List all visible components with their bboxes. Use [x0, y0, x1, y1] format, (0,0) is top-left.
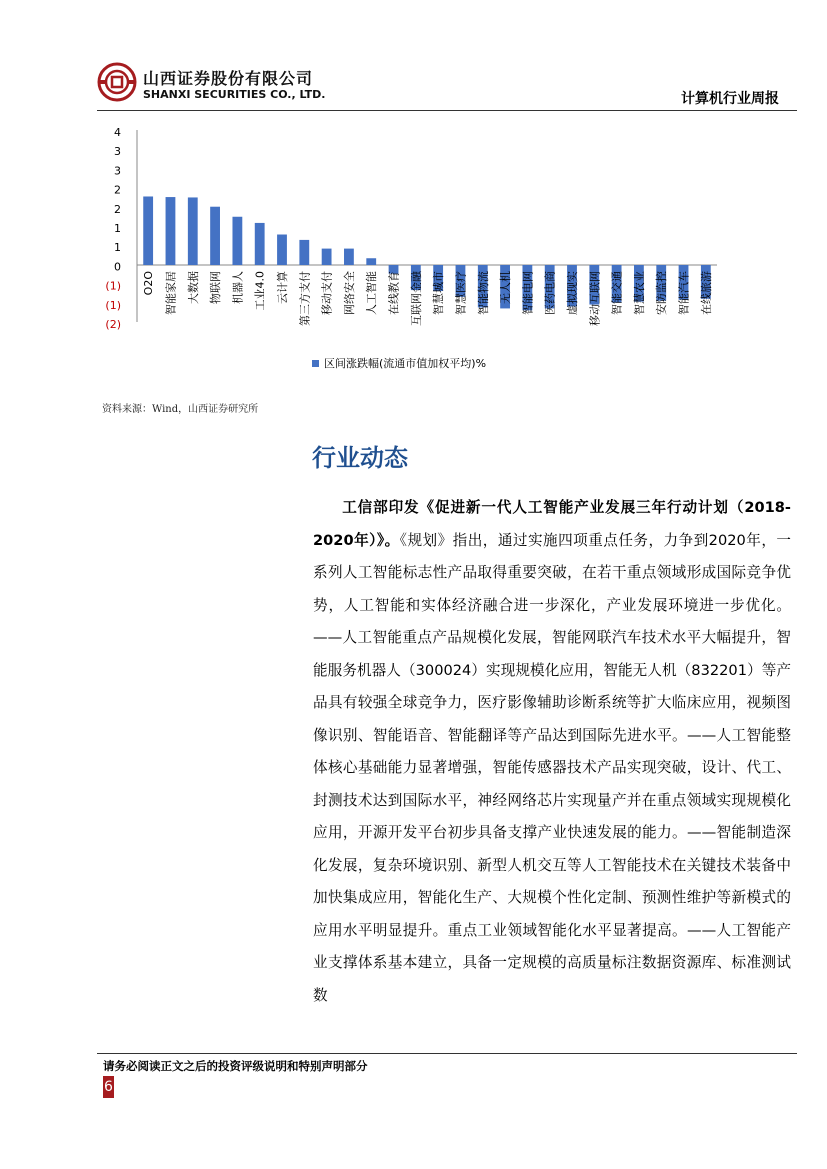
y-tick-label: 3	[114, 145, 121, 159]
x-tick-label: 智能电网	[521, 271, 535, 315]
x-tick-label: 医药电商	[543, 271, 557, 315]
y-tick-label: 2	[114, 183, 121, 197]
bar	[232, 217, 242, 265]
y-tick-label: (2)	[105, 318, 121, 331]
y-tick-label: 1	[114, 241, 121, 255]
company-name-cn: 山西证券股份有限公司	[143, 69, 314, 88]
article-lead: 工信部印发《促进新一代人工智能产业发展三年行动计划（2018-2020年）》。	[313, 499, 791, 549]
x-tick-label: 安防监控	[655, 271, 669, 315]
x-tick-label: 大数据	[186, 271, 200, 304]
x-tick-label: 智慧农业	[632, 271, 646, 315]
header-divider	[97, 110, 797, 111]
x-tick-label: 人工智能	[365, 271, 379, 315]
x-tick-label: 智能汽车	[677, 271, 691, 315]
article-text: 《规划》指出，通过实施四项重点任务，力争到2020年，一系列人工智能标志性产品取得重要突破，在若干重点领域形成国际竞争优势，人工智能和实体经济融合进一步深化，产业发展环境进一步优化。——人工智能重点产品规模化发展，智能网联汽车技术水平大幅提升，智能服务机器人（300024）实现规模化应用，智能无人机（832201）等产品具有较强全球竞争力，医疗影像辅助诊断系统等扩大临床应用，视频图像识别、智能语音、智能翻译等产品达到国际先进水平。——人工智能整体核心基础能力显著增强，智能传感器技术产品实现突破，设计、代工、封测技术达到国际水平，神经网络芯片实现量产并在重点领域实现规模化应用，开源开发平台初步具备支撑产业快速发展的能力。——智能制造深化发展，复杂环境识别、新型人机交互等人工智能技术在关键技术装备中加快集成应用，智能化生产、大规模个性化定制、预测性维护等新模式的应用水平明显提升。重点工业领域智能化水平显著提高。——人工智能产业支撑体系基本建立，具备一定规模的高质量标注数据资源库、标准测试数	[313, 531, 791, 1004]
bar	[322, 249, 332, 265]
x-tick-label: 网络安全	[342, 271, 356, 315]
x-tick-label: 物联网	[209, 271, 223, 304]
x-tick-label: 智慧医疗	[454, 271, 468, 315]
bar	[344, 249, 354, 265]
x-tick-label: 智慧城市	[432, 271, 446, 315]
report-type: 计算机行业周报	[681, 91, 779, 107]
bar	[277, 235, 287, 265]
x-tick-label: 第三方支付	[298, 271, 312, 326]
y-tick-label: 0	[114, 260, 121, 274]
bar	[366, 258, 376, 265]
x-tick-label: 在线旅游	[699, 271, 713, 315]
x-tick-label: 虚拟现实	[566, 271, 579, 315]
x-tick-label: 互联网金融	[409, 271, 423, 326]
y-tick-label: 3	[114, 164, 121, 178]
disclaimer-note: 请务必阅读正文之后的投资评级说明和特别声明部分	[103, 1059, 368, 1073]
y-tick-label: 1	[114, 222, 121, 235]
x-tick-label: 智能物流	[476, 271, 490, 315]
article-body	[313, 492, 791, 1012]
bar	[299, 240, 309, 265]
chart-source: 资料来源：Wind，山西证券研究所	[102, 404, 259, 415]
x-tick-label: O2O	[142, 271, 156, 296]
company-name-en: SHANXI SECURITIES CO., LTD.	[143, 88, 326, 101]
bar	[188, 197, 198, 265]
x-tick-label: 移动支付	[320, 271, 334, 315]
page-header	[0, 0, 827, 115]
coin-logo-icon	[97, 62, 137, 102]
x-tick-label: 机器人	[231, 271, 245, 304]
x-tick-label: 工业4.0	[253, 271, 267, 311]
x-tick-label: 移动互联网	[588, 271, 602, 326]
legend-swatch	[312, 360, 319, 367]
bar	[255, 223, 265, 265]
page-number: 6	[103, 1076, 114, 1098]
y-tick-label: (1)	[105, 298, 121, 312]
x-tick-label: 云计算	[276, 271, 289, 304]
bar	[210, 207, 220, 265]
y-tick-label: 2	[114, 202, 121, 216]
legend-label: 区间涨跌幅(流通市值加权平均)%	[324, 357, 487, 370]
x-tick-label: 在线教育	[387, 271, 401, 315]
footer-divider	[97, 1053, 797, 1054]
y-tick-label: 4	[114, 126, 121, 139]
x-tick-label: 智能家居	[164, 271, 178, 315]
x-tick-label: 无人机	[499, 271, 513, 304]
x-tick-label: 智能交通	[610, 271, 624, 315]
bar	[143, 196, 153, 265]
section-title: 行业动态	[312, 444, 408, 472]
bar-chart	[97, 120, 737, 380]
bar	[166, 197, 176, 265]
y-tick-label: (1)	[105, 279, 121, 293]
